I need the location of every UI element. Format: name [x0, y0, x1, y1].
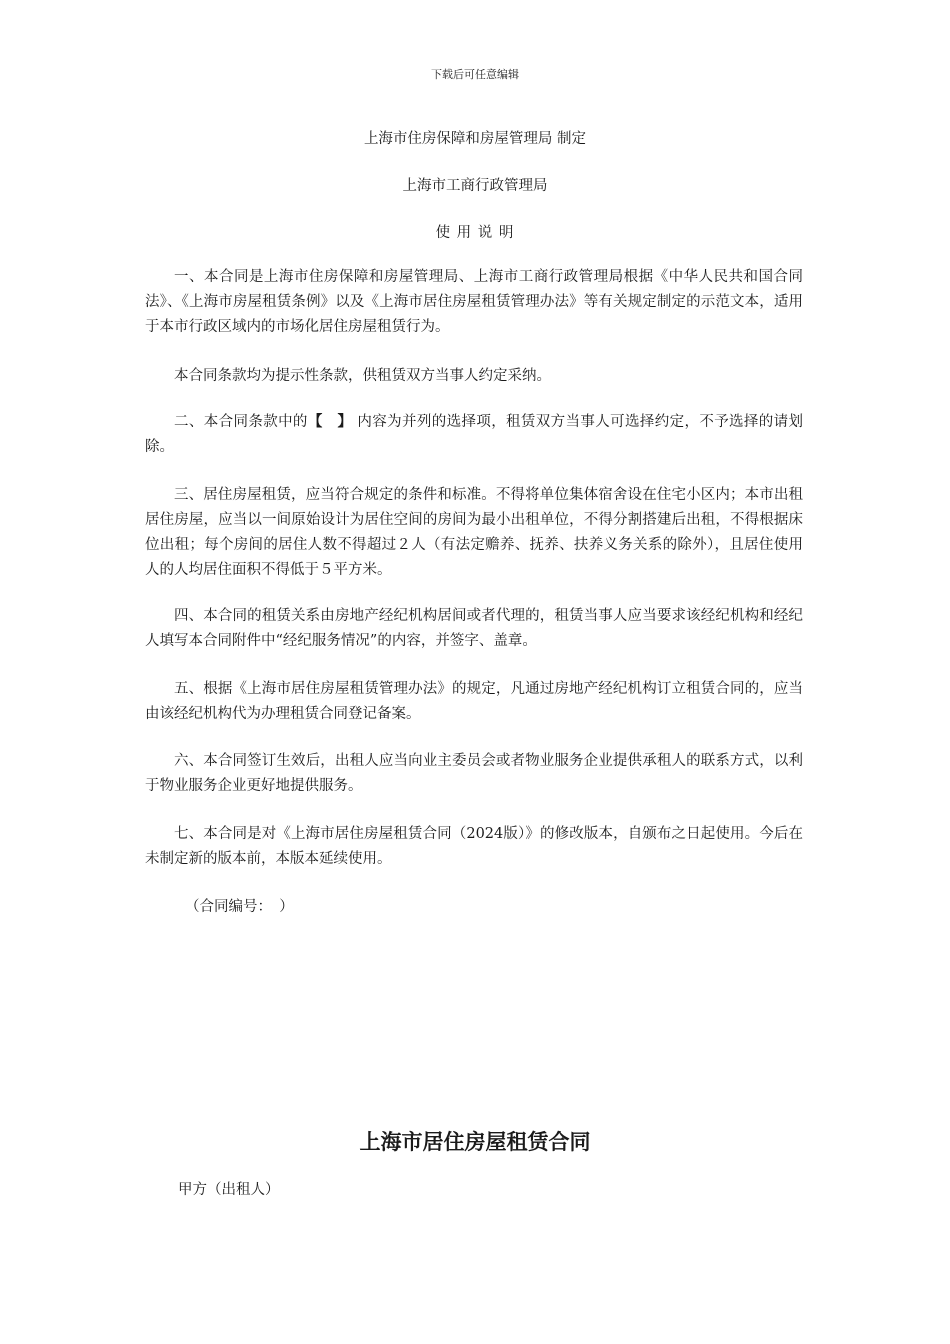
paragraph-5: 五、根据《上海市居住房屋租赁管理办法》的规定，凡通过房地产经纪机构订立租赁合同的，应当由该经纪机构代为办理租赁合同登记备案。 [145, 681, 803, 722]
paragraph-2-rest: 内容为并列的选择项，租赁双方当事人可选择约定，不予选择的请划除。 [145, 414, 804, 455]
issuer-line-2: 上海市工商行政管理局 [402, 178, 548, 194]
paragraph-2-block [145, 410, 803, 460]
party-a-label: 甲方（出租人） [178, 1182, 280, 1198]
header-note: 下载后可任意编辑 [431, 68, 519, 81]
paragraph-2-lead: 二、本合同条款中的 [174, 414, 308, 430]
paragraph-3-block [145, 483, 803, 583]
instructions-title: 使 用 说 明 [435, 225, 515, 241]
paragraph-2 [145, 410, 803, 460]
contract-title: 上海市居住房屋租赁合同 [359, 1130, 591, 1154]
paragraph-4-block [145, 604, 803, 654]
paragraph-1-block [145, 265, 803, 340]
paragraph-4: 四、本合同的租赁关系由房地产经纪机构居间或者代理的，租赁当事人应当要求该经纪机构和经纪人填写本合同附件中“经纪服务情况”的内容，并签字、盖章。 [145, 608, 803, 649]
paragraph-6: 六、本合同签订生效后，出租人应当向业主委员会或者物业服务企业提供承租人的联系方式，以利于物业服务企业更好地提供服务。 [145, 753, 803, 794]
paragraph-3: 三、居住房屋租赁，应当符合规定的条件和标准。不得将单位集体宿舍设在住宅小区内；本市出租居住房屋，应当以一间原始设计为居住空间的房间为最小出租单位，不得分割搭建后出租，不得根据床位出租；每个房间的居住人数不得超过２人（有法定赡养、抚养、扶养义务关系的除外），且居住使用人的人均居住面积不得低于５平方米。 [145, 487, 803, 578]
paragraph-1b: 本合同条款均为提示性条款，供租赁双方当事人约定采纳。 [174, 368, 551, 384]
paragraph-6-block [145, 749, 803, 799]
contract-number: （合同编号： ） [185, 899, 294, 915]
paragraph-7-block [145, 822, 803, 872]
paragraph-1: 一、本合同是上海市住房保障和房屋管理局、上海市工商行政管理局根据《中华人民共和国合同法》、《上海市房屋租赁条例》以及《上海市居住房屋租赁管理办法》等有关规定制定的示范文本，适用于本市行政区域内的市场化居住房屋租赁行为。 [145, 269, 803, 335]
choice-bracket: 【 】 [307, 414, 353, 430]
issuer-line-1: 上海市住房保障和房屋管理局 制定 [363, 131, 587, 147]
paragraph-7: 七、本合同是对《上海市居住房屋租赁合同（2024版）》的修改版本，自颁布之日起使用。今后在未制定新的版本前，本版本延续使用。 [145, 826, 803, 867]
paragraph-5-block [145, 677, 803, 727]
paragraph-1b-block [145, 364, 803, 389]
